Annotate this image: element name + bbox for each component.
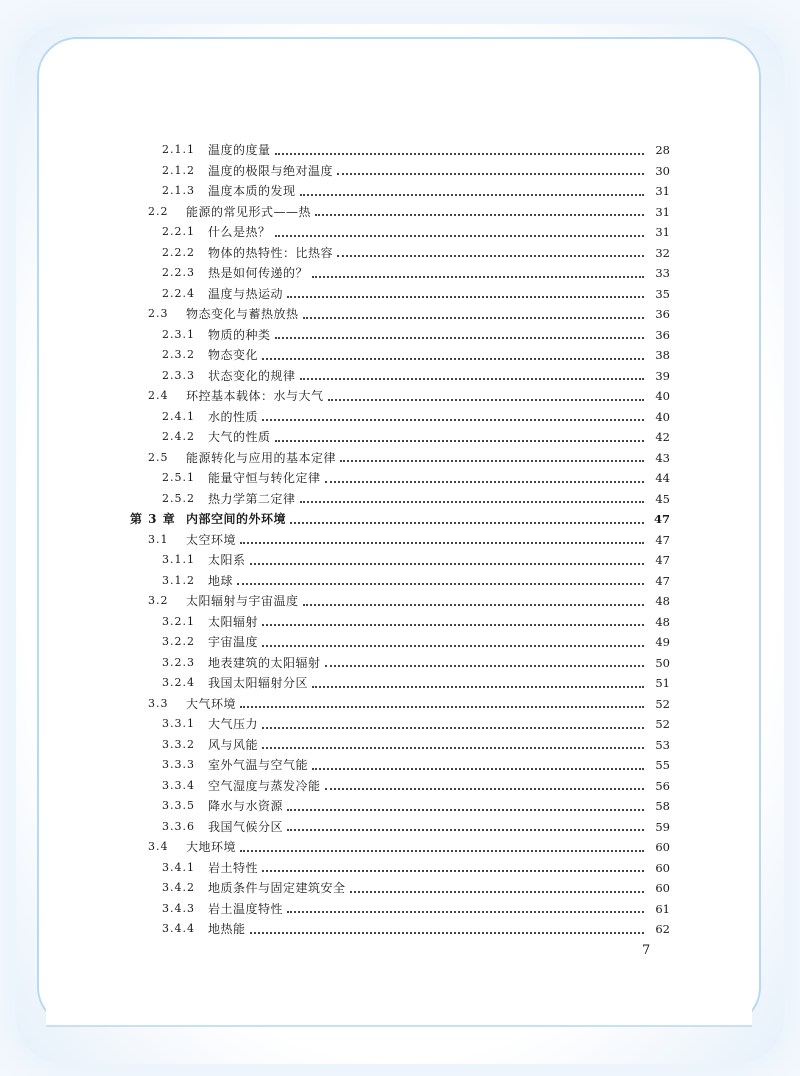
toc-dot-leader — [325, 480, 644, 483]
toc-entry[interactable] — [130, 571, 670, 592]
toc-dot-leader — [312, 275, 644, 278]
toc-entry-number: 2.1.3 — [162, 184, 195, 197]
toc-entry-title: 岩土温度特性 — [208, 901, 284, 916]
toc-dot-leader — [262, 623, 644, 626]
toc-entry[interactable] — [130, 530, 670, 551]
toc-entry-title: 空气湿度与蒸发冷能 — [208, 778, 321, 793]
toc-entry-title: 大气的性质 — [208, 430, 271, 444]
toc-entry-title: 温度的极限与绝对温度 — [208, 163, 334, 178]
toc-dot-leader — [240, 541, 644, 544]
toc-dot-leader — [275, 439, 644, 442]
toc-entry-page: 39 — [655, 368, 670, 383]
toc-entry-page: 50 — [655, 655, 670, 670]
toc-entry-title: 地表建筑的太阳辐射 — [208, 655, 321, 670]
toc-entry-page: 62 — [655, 922, 670, 936]
toc-entry[interactable] — [130, 591, 670, 612]
toc-dot-leader — [275, 336, 644, 339]
toc-entry[interactable] — [130, 263, 670, 284]
toc-entry-title: 太阳系 — [208, 553, 246, 567]
toc-entry-number: 3.3.5 — [162, 799, 195, 812]
toc-entry[interactable] — [130, 468, 670, 489]
page-bottom-edge — [46, 1003, 752, 1027]
toc-entry-number: 3.4.4 — [162, 922, 195, 935]
toc-entry-page: 38 — [655, 348, 670, 362]
toc-entry[interactable] — [130, 325, 670, 346]
toc-entry-title: 大气环境 — [186, 696, 237, 711]
toc-entry-number: 3.2.4 — [162, 676, 195, 689]
toc-entry-number: 3.2.2 — [162, 635, 195, 648]
toc-entry-page: 30 — [655, 163, 670, 178]
toc-chapter-entry[interactable] — [130, 509, 670, 530]
toc-entry[interactable] — [130, 755, 670, 776]
toc-entry[interactable] — [130, 386, 670, 407]
toc-entry-title: 大气压力 — [208, 717, 259, 731]
toc-entry[interactable] — [130, 427, 670, 448]
toc-entry-page: 49 — [655, 635, 670, 649]
toc-entry-number: 2.1.1 — [162, 143, 195, 156]
toc-entry[interactable] — [130, 222, 670, 243]
toc-entry-page: 47 — [653, 512, 670, 526]
toc-dot-leader — [240, 705, 644, 708]
toc-entry-title: 水的性质 — [208, 409, 259, 424]
toc-dot-leader — [312, 767, 644, 770]
toc-entry[interactable] — [130, 181, 670, 202]
toc-dot-leader — [337, 172, 644, 175]
toc-dot-leader — [300, 377, 644, 380]
toc-entry-title: 状态变化的规律 — [208, 368, 296, 383]
toc-entry-title: 地热能 — [208, 922, 246, 936]
toc-entry-page: 35 — [655, 286, 670, 301]
toc-entry-title: 岩土特性 — [208, 860, 259, 875]
toc-entry[interactable] — [130, 243, 670, 264]
toc-entry-title: 太阳辐射与宇宙温度 — [186, 594, 299, 608]
toc-entry-title: 内部空间的外环境 — [186, 512, 287, 526]
toc-entry-number: 2.3 — [148, 307, 169, 320]
toc-entry[interactable] — [130, 837, 670, 858]
toc-dot-leader — [337, 254, 644, 257]
toc-entry-title: 温度与热运动 — [208, 286, 284, 301]
toc-entry-number: 3.3.2 — [162, 737, 195, 751]
toc-entry-number: 2.2.4 — [162, 286, 195, 300]
toc-dot-leader — [262, 418, 644, 421]
toc-dot-leader — [287, 828, 644, 831]
toc-entry-number: 3.1.1 — [162, 553, 195, 566]
toc-dot-leader — [240, 849, 644, 852]
toc-dot-leader — [315, 213, 644, 216]
toc-entry-title: 地球 — [208, 573, 234, 588]
toc-entry-page: 48 — [655, 614, 670, 629]
toc-entry-title: 能源转化与应用的基本定律 — [186, 450, 337, 465]
toc-entry-title: 我国气候分区 — [208, 819, 284, 834]
toc-dot-leader — [275, 234, 644, 237]
toc-entry-title: 温度的度量 — [208, 143, 271, 157]
toc-entry-number: 3.2.1 — [162, 614, 195, 628]
toc-entry-number: 3.1 — [148, 532, 169, 546]
toc-entry-number: 2.5.2 — [162, 491, 195, 505]
toc-dot-leader — [328, 398, 644, 401]
toc-entry[interactable] — [130, 489, 670, 510]
toc-entry[interactable] — [130, 776, 670, 797]
table-of-contents — [130, 140, 670, 940]
toc-entry-title: 物体的热特性：比热容 — [208, 245, 334, 260]
toc-entry-page: 47 — [655, 573, 670, 588]
toc-dot-leader — [262, 726, 644, 729]
toc-entry-number: 3.1.2 — [162, 573, 195, 587]
toc-dot-leader — [300, 193, 644, 196]
toc-entry[interactable] — [130, 735, 670, 756]
toc-dot-leader — [312, 685, 644, 688]
toc-entry[interactable] — [130, 304, 670, 325]
toc-entry[interactable] — [130, 140, 670, 161]
toc-entry-number: 2.1.2 — [162, 163, 195, 177]
toc-entry-number: 2.2 — [148, 204, 169, 218]
toc-entry[interactable] — [130, 796, 670, 817]
toc-entry-number: 2.2.3 — [162, 266, 195, 279]
toc-entry-title: 太阳辐射 — [208, 614, 259, 629]
toc-entry-page: 52 — [655, 696, 670, 711]
toc-entry-number: 3.2.3 — [162, 655, 195, 669]
toc-entry[interactable] — [130, 673, 670, 694]
toc-entry[interactable] — [130, 714, 670, 735]
toc-entry-page: 31 — [655, 184, 670, 198]
toc-entry-number: 3.3.4 — [162, 778, 195, 792]
toc-dot-leader — [237, 582, 644, 585]
toc-dot-leader — [250, 931, 644, 934]
toc-entry-title: 降水与水资源 — [208, 799, 284, 813]
toc-entry-page: 48 — [655, 594, 670, 608]
toc-entry[interactable] — [130, 202, 670, 223]
toc-entry-page: 55 — [655, 758, 670, 772]
toc-entry-number: 2.4.1 — [162, 409, 195, 423]
toc-entry-title: 什么是热？ — [208, 225, 271, 239]
toc-entry[interactable] — [130, 407, 670, 428]
toc-entry-page: 61 — [655, 901, 670, 916]
toc-dot-leader — [350, 890, 644, 893]
toc-entry-number: 2.4 — [148, 389, 169, 402]
toc-dot-leader — [287, 910, 644, 913]
toc-dot-leader — [275, 152, 644, 155]
toc-entry-page: 36 — [655, 327, 670, 342]
toc-dot-leader — [290, 521, 644, 524]
toc-entry-page: 40 — [655, 409, 670, 424]
toc-entry-title: 环控基本载体：水与大气 — [186, 389, 324, 403]
toc-dot-leader — [325, 787, 644, 790]
toc-entry-title: 物态变化与蓄热放热 — [186, 307, 299, 321]
toc-entry-page: 52 — [655, 717, 670, 731]
toc-entry-title: 物质的种类 — [208, 327, 271, 342]
toc-entry-number: 3.4.1 — [162, 860, 195, 874]
toc-entry[interactable] — [130, 632, 670, 653]
toc-entry-title: 风与风能 — [208, 737, 259, 752]
toc-entry-page: 60 — [655, 881, 670, 895]
toc-entry-title: 宇宙温度 — [208, 635, 259, 649]
toc-dot-leader — [262, 746, 644, 749]
toc-entry-title: 温度本质的发现 — [208, 184, 296, 198]
toc-entry-title: 室外气温与空气能 — [208, 758, 309, 772]
toc-entry-page: 56 — [655, 778, 670, 793]
toc-entry-page: 31 — [655, 204, 670, 219]
toc-entry[interactable] — [130, 858, 670, 879]
toc-entry-number: 3.4.3 — [162, 901, 195, 915]
toc-dot-leader — [287, 295, 644, 298]
toc-entry-page: 60 — [655, 860, 670, 875]
toc-dot-leader — [340, 459, 644, 462]
toc-dot-leader — [325, 664, 644, 667]
toc-entry[interactable] — [130, 653, 670, 674]
toc-entry-title: 大地环境 — [186, 840, 237, 854]
toc-entry-page: 47 — [655, 532, 670, 547]
toc-entry-title: 热是如何传递的？ — [208, 266, 309, 280]
toc-entry[interactable] — [130, 448, 670, 469]
toc-entry-page: 28 — [655, 143, 670, 157]
toc-entry-number: 2.2.1 — [162, 225, 195, 238]
toc-entry-page: 33 — [655, 266, 670, 280]
toc-entry[interactable] — [130, 694, 670, 715]
toc-entry-page: 43 — [655, 450, 670, 465]
toc-dot-leader — [262, 357, 644, 360]
toc-entry[interactable] — [130, 366, 670, 387]
toc-entry-title: 热力学第二定律 — [208, 491, 296, 506]
toc-entry-page: 36 — [655, 307, 670, 321]
toc-entry-page: 42 — [655, 430, 670, 444]
toc-entry-page: 53 — [655, 737, 670, 752]
toc-entry-page: 59 — [655, 819, 670, 834]
toc-entry-number: 3.2 — [148, 594, 169, 607]
toc-entry-title: 能源的常见形式——热 — [186, 204, 312, 219]
toc-entry[interactable] — [130, 919, 670, 940]
toc-entry-number: 2.5.1 — [162, 471, 195, 484]
toc-entry-page: 51 — [655, 676, 670, 690]
toc-entry-number: 2.5 — [148, 450, 169, 464]
toc-entry-number: 3.4 — [148, 840, 169, 853]
toc-entry-number: 3.4.2 — [162, 881, 195, 894]
toc-entry-page: 44 — [655, 471, 670, 485]
toc-entry[interactable] — [130, 899, 670, 920]
toc-entry-number: 3.3.3 — [162, 758, 195, 771]
toc-dot-leader — [287, 808, 644, 811]
toc-entry-title: 物态变化 — [208, 348, 259, 362]
toc-entry-page: 58 — [655, 799, 670, 813]
toc-dot-leader — [300, 500, 644, 503]
toc-entry-page: 31 — [655, 225, 670, 239]
toc-entry-number: 2.3.1 — [162, 327, 195, 341]
toc-entry-page: 40 — [655, 389, 670, 403]
toc-entry[interactable] — [130, 345, 670, 366]
toc-dot-leader — [303, 603, 644, 606]
toc-entry-number: 2.4.2 — [162, 430, 195, 443]
toc-entry-number: 2.2.2 — [162, 245, 195, 259]
toc-entry[interactable] — [130, 817, 670, 838]
toc-entry-number: 2.3.3 — [162, 368, 195, 382]
toc-entry-number: 3.3 — [148, 696, 169, 710]
toc-entry-title: 能量守恒与转化定律 — [208, 471, 321, 485]
toc-entry[interactable] — [130, 878, 670, 899]
toc-entry[interactable] — [130, 161, 670, 182]
toc-dot-leader — [303, 316, 644, 319]
toc-entry-title: 太空环境 — [186, 532, 237, 547]
toc-dot-leader — [262, 869, 644, 872]
toc-entry-number: 3.3.1 — [162, 717, 195, 730]
toc-entry-number: 第 3 章 — [130, 512, 176, 526]
toc-entry-page: 32 — [655, 245, 670, 260]
toc-entry-page: 60 — [655, 840, 670, 854]
toc-dot-leader — [250, 562, 644, 565]
toc-entry-number: 2.3.2 — [162, 348, 195, 361]
page-number: 7 — [642, 943, 651, 958]
toc-entry-page: 45 — [655, 491, 670, 506]
toc-entry-number: 3.3.6 — [162, 819, 195, 833]
toc-entry[interactable] — [130, 284, 670, 305]
toc-dot-leader — [262, 644, 644, 647]
toc-entry[interactable] — [130, 550, 670, 571]
toc-entry-title: 我国太阳辐射分区 — [208, 676, 309, 690]
toc-entry[interactable] — [130, 612, 670, 633]
toc-entry-page: 47 — [655, 553, 670, 567]
toc-entry-title: 地质条件与固定建筑安全 — [208, 881, 346, 895]
